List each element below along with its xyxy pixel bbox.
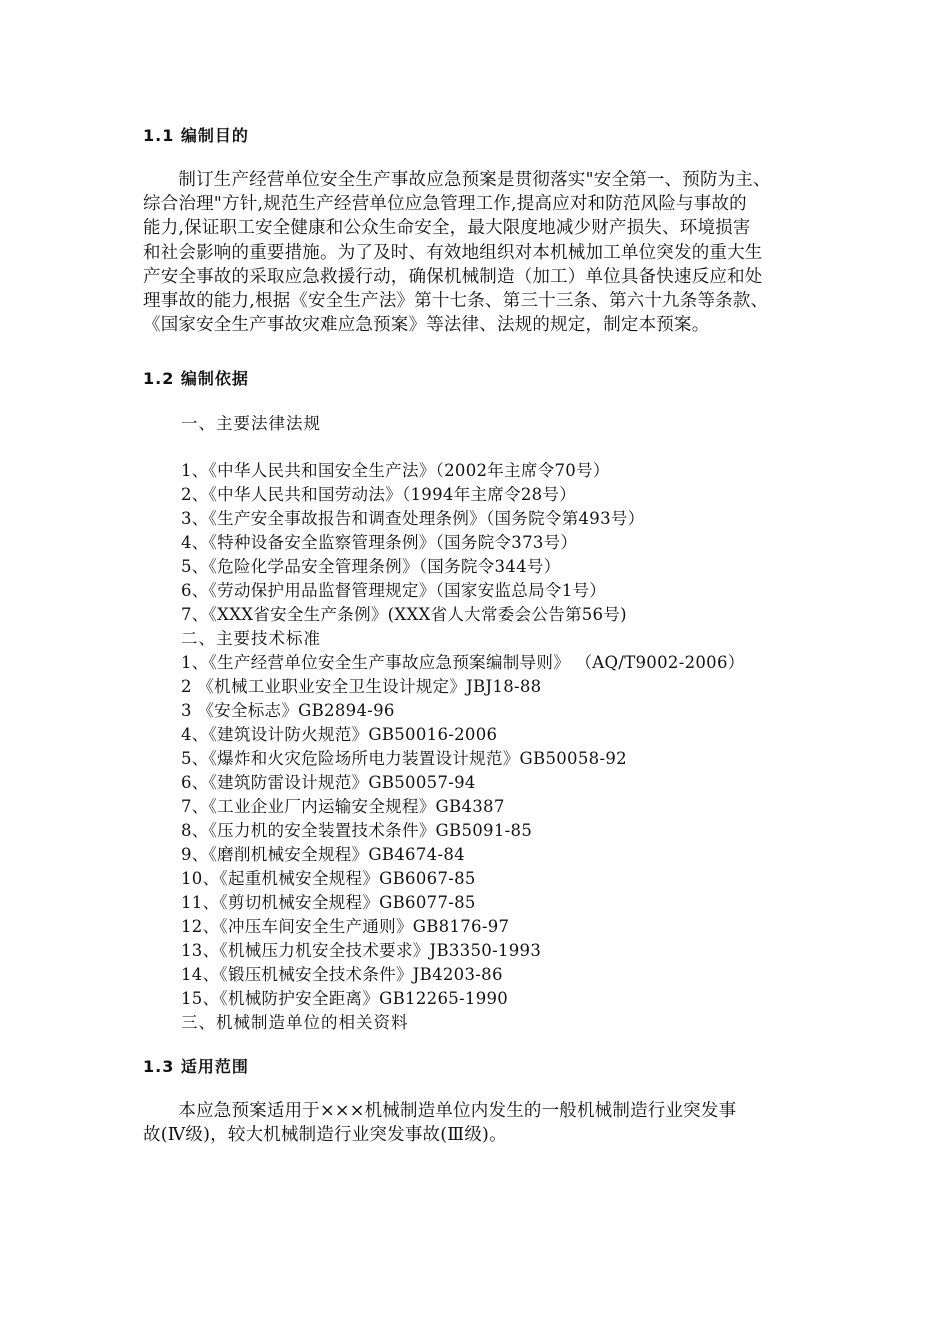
- law-item: 4、《特种设备安全监察管理条例》（国务院令373号）: [181, 533, 578, 552]
- scope-line: 本应急预案适用于×××机械制造单位内发生的一般机械制造行业突发事: [143, 1101, 737, 1121]
- standard-item: 1、《生产经营单位安全生产事故应急预案编制导则》 （AQ/T9002-2006）: [181, 653, 745, 672]
- standard-item: 13、《机械压力机安全技术要求》JB3350-1993: [181, 941, 542, 960]
- standard-item: 6、《建筑防雷设计规范》GB50057-94: [181, 773, 476, 792]
- section-heading-basis: 1.2 编制依据: [143, 369, 249, 388]
- standard-item: 3 《安全标志》GB2894-96: [181, 701, 395, 720]
- scope-line: 故(Ⅳ级)，较大机械制造行业突发事故(Ⅲ级)。: [143, 1125, 507, 1146]
- standard-item: 7、《工业企业厂内运输安全规程》GB4387: [181, 797, 505, 816]
- law-item: 5、《危险化学品安全管理条例》（国务院令344号）: [181, 557, 561, 576]
- standard-item: 15、《机械防护安全距离》GB12265-1990: [181, 989, 509, 1008]
- standard-item: 12、《冲压车间安全生产通则》GB8176-97: [181, 917, 510, 936]
- purpose-line: 《国家安全生产事故灾难应急预案》等法律、法规的规定，制定本预案。: [143, 315, 710, 336]
- standard-item: 14、《锻压机械安全技术条件》JB4203-86: [181, 965, 503, 984]
- law-item: 7、《XXX省安全生产条例》(XXX省人大常委会公告第56号): [181, 605, 627, 624]
- scope-paragraph: [143, 1099, 833, 1147]
- standard-item: 2 《机械工业职业安全卫生设计规定》JBJ18-88: [181, 677, 542, 696]
- law-item: 3、《生产安全事故报告和调查处理条例》（国务院令第493号）: [181, 509, 645, 528]
- standard-item: 5、《爆炸和火灾危险场所电力装置设计规范》GB50058-92: [181, 749, 627, 768]
- standard-item: 9、《磨削机械安全规程》GB4674-84: [181, 845, 465, 864]
- section-heading-scope: 1.3 适用范围: [143, 1057, 249, 1076]
- purpose-line: 产安全事故的采取应急救援行动，确保机械制造（加工）单位具备快速反应和处: [143, 266, 763, 287]
- standards-title: 二、主要技术标准: [181, 629, 321, 648]
- purpose-line: 理事故的能力,根据《安全生产法》第十七条、第三十三条、第六十九条等条款、: [143, 291, 769, 312]
- standard-item: 4、《建筑设计防火规范》GB50016-2006: [181, 725, 498, 744]
- laws-title: 一、主要法律法规: [181, 414, 321, 433]
- standard-item: 8、《压力机的安全装置技术条件》GB5091-85: [181, 821, 533, 840]
- purpose-line: 能力,保证职工安全健康和公众生命安全，最大限度地减少财产损失、环境损害: [143, 218, 751, 239]
- purpose-paragraph: [143, 168, 833, 337]
- section-heading-purpose: 1.1 编制目的: [143, 126, 249, 145]
- standard-item: 11、《剪切机械安全规程》GB6077-85: [181, 893, 476, 912]
- standard-item: 10、《起重机械安全规程》GB6067-85: [181, 869, 476, 888]
- law-item: 1、《中华人民共和国安全生产法》（2002年主席令70号）: [181, 461, 610, 480]
- materials-title: 三、机械制造单位的相关资料: [181, 1013, 409, 1032]
- law-item: 6、《劳动保护用品监督管理规定》（国家安监总局令1号）: [181, 581, 607, 600]
- purpose-line: 和社会影响的重要措施。为了及时、有效地组织对本机械加工单位突发的重大生: [143, 242, 763, 263]
- law-item: 2、《中华人民共和国劳动法》（1994年主席令28号）: [181, 485, 577, 504]
- purpose-line: 制订生产经营单位安全生产事故应急预案是贯彻落实"安全第一、预防为主、: [143, 170, 771, 190]
- purpose-line: 综合治理"方针,规范生产经营单位应急管理工作,提高应对和防范风险与事故的: [143, 194, 747, 215]
